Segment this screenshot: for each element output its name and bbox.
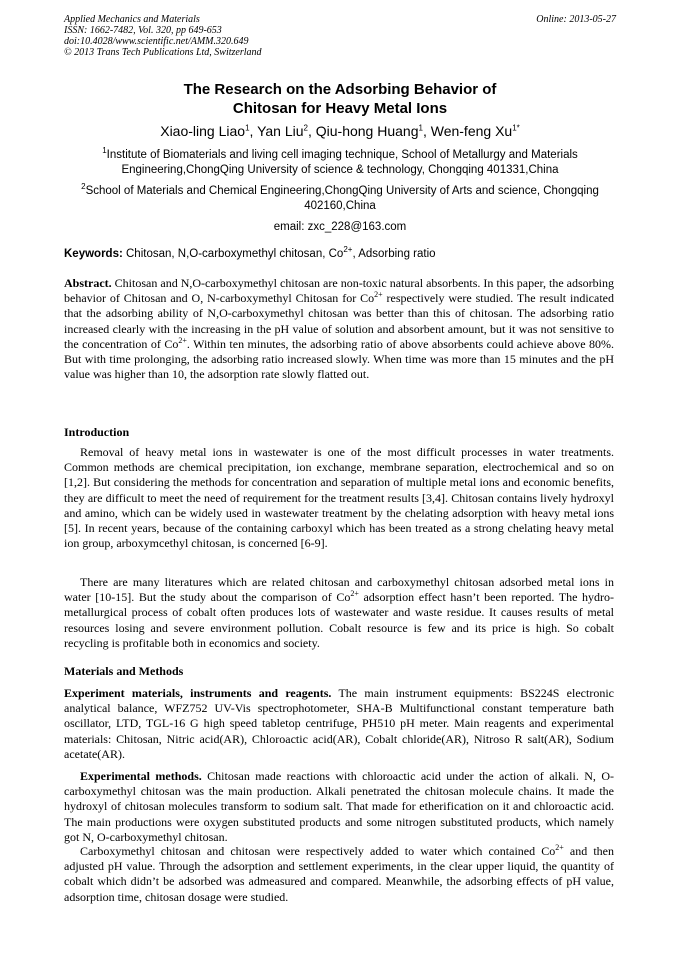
abstract-text: Chitosan and N,O-carboxymethyl chitosan are non-toxic natural absorbents. In this paper, the adsorbing behavior of Chitosan and O, N-carboxymethyl Chitosan for Co <box>64 276 614 306</box>
author-affiliation-mark: 2 <box>303 123 308 133</box>
author-name: Qiu-hong Huang <box>315 123 419 139</box>
affiliation-1-mark: 1 <box>102 146 107 156</box>
affiliation-2-mark: 2 <box>81 182 86 192</box>
doi-line[interactable]: doi:10.4028/www.scientific.net/AMM.320.649 <box>64 36 249 47</box>
affiliation-2-text: School of Materials and Chemical Engineering,ChongQing University of Arts and science, Chongqing 402160,China <box>85 185 599 212</box>
methods-paragraph-2 <box>64 769 614 845</box>
keywords-text: Chitosan, N,O-carboxymethyl chitosan, Co <box>122 248 344 260</box>
journal-name: Applied Mechanics and Materials <box>64 14 200 25</box>
paragraph-text: Carboxymethyl chitosan and chitosan were respectively added to water which contained Co <box>80 844 556 858</box>
online-date: Online: 2013-05-27 <box>536 14 616 25</box>
paragraph-text: There are many literatures which are related chitosan and carboxymethyl chitosan adsorbed metal ions in water [10-15]. But the study about the comparison of Co <box>64 575 614 605</box>
author-affiliation-mark: 1* <box>512 123 520 133</box>
author-list <box>64 122 616 140</box>
abstract-label: Abstract. <box>64 276 112 290</box>
author-name: Xiao-ling Liao <box>160 123 246 139</box>
paper-title <box>64 80 616 118</box>
author-separator: , <box>249 123 258 139</box>
paragraph-superscript: 2+ <box>350 589 359 599</box>
paragraph-text: Chitosan made reactions with chloroactic acid under the action of alkali. N, O-carboxymethyl chitosan was the main production. Alkali penetrated the chitosan molecule chains. It made the hydroxyl of chitosan molecules transform to sodium salt. That made for etherification on it and chloroactic acid. The main productions were oxygen substituted products and some nitrogen substituted products, which namely got N, O-carboxymethyl chitosan. <box>64 769 615 844</box>
abstract <box>64 276 614 382</box>
title-line-2: Chitosan for Heavy Metal Ions <box>232 100 448 117</box>
introduction-paragraph-2 <box>64 575 614 651</box>
methods-paragraph-3 <box>64 844 614 905</box>
keywords-text-end: , Adsorbing ratio <box>352 248 436 260</box>
title-line-1: The Research on the Adsorbing Behavior of <box>183 81 497 98</box>
journal-header <box>64 14 616 58</box>
keywords-label: Keywords: <box>64 248 123 260</box>
author-name: Yan Liu <box>257 123 304 139</box>
author-separator: , <box>307 123 316 139</box>
abstract-superscript: 2+ <box>374 290 383 300</box>
paragraph-text: adsorption effect hasn’t been reported. The hydro-metallurgical process of cobalt often produces lots of wastewater and waste residue. It causes results of metal resources losing and severe environment pollution. Cobalt resource is few and its price is high. So cobalt recycling is profitable both in economics and society. <box>64 590 614 650</box>
run-in-heading: Experiment materials, instruments and reagents. <box>64 686 332 700</box>
author-affiliation-mark: 1 <box>245 123 250 133</box>
abstract-superscript: 2+ <box>178 335 187 345</box>
author-separator: , <box>422 123 431 139</box>
contact-email[interactable]: email: zxc_228@163.com <box>273 221 407 233</box>
affiliation-1 <box>64 148 616 178</box>
methods-paragraph-1 <box>64 686 614 762</box>
paragraph-text: The main instrument equipments: BS224S electronic analytical balance, WFZ752 UV-Vis spectrophotometer, SHA-B Multifunctional constant temperature bath oscillator, LTD, TGL-16 G high speed tabletop centrifuge, PH510 pH meter. Main reagents and experimental materials: Chitosan, Nitric acid(AR), Chloroactic acid(AR), Cobalt chloride(AR), Nitroso R salt(AR), Sodium acetate(AR). <box>64 686 614 761</box>
author-name: Wen-feng Xu <box>430 123 513 139</box>
abstract-text: . Within ten minutes, the adsorbing ratio of above absorbents could achieve above 80%. But with time prolonging, the adsorbing ratio increased slowly. When time was more than 15 minutes and the pH value was higher than 10, the adsorption rate slowly flatted out. <box>64 336 614 382</box>
abstract-text: respectively were studied. The result indicated that the adsorbing ability of N,O-carboxymethyl chitosan was better than this of chitosan. The adsorbing ratio increased clearly with the increasing in the pH value of solution and absorbent amount, but it was not sensitive to the concentration of Co <box>64 291 614 351</box>
keywords <box>64 247 616 262</box>
section-heading-methods: Materials and Methods <box>64 664 184 678</box>
introduction-paragraph-1: Removal of heavy metal ions in wastewater is one of the most difficult processes in water treatments. Common methods are chemical precipitation, ion exchange, membrane separation, electrochemical and so on [1,2]. But considering the methods for concentration and separation of multiple metal ions and economic benefits, they are difficult to meet the need of requirement for the treatment results [3,4]. Chitosan contains lively hydroxyl and amino, which can be widely used in wastewater treatment by the chelating adsorption with heavy metal ions [5]. In recent years, because of the containing carboxyl which has been treated as a strong chelating heavy metal ion group, arboxymcethyl chitosan, is concerned [6-9]. <box>64 445 614 551</box>
copyright-line: © 2013 Trans Tech Publications Ltd, Switzerland <box>64 47 262 58</box>
affiliation-1-text: Institute of Biomaterials and living cell imaging technique, School of Metallurgy and Materials Engineering,ChongQing University of science & technology, Chongqing 401331,China <box>106 149 578 176</box>
section-heading-introduction: Introduction <box>64 425 130 439</box>
issn-line: ISSN: 1662-7482, Vol. 320, pp 649-653 <box>64 25 222 36</box>
paragraph-text: and then adjusted pH value. Through the adsorption and settlement experiments, in the clear upper liquid, the quantity of cobalt which didn’t be adsorbed was admeasured and compared. Meanwhile, the adsorbing effects of pH value, adsorption time, chitosan dosage were studied. <box>64 844 614 904</box>
paragraph-superscript: 2+ <box>555 843 564 852</box>
keywords-superscript: 2+ <box>343 245 353 255</box>
run-in-heading: Experimental methods. <box>80 769 202 783</box>
affiliation-2 <box>64 184 616 214</box>
author-affiliation-mark: 1 <box>418 123 423 133</box>
